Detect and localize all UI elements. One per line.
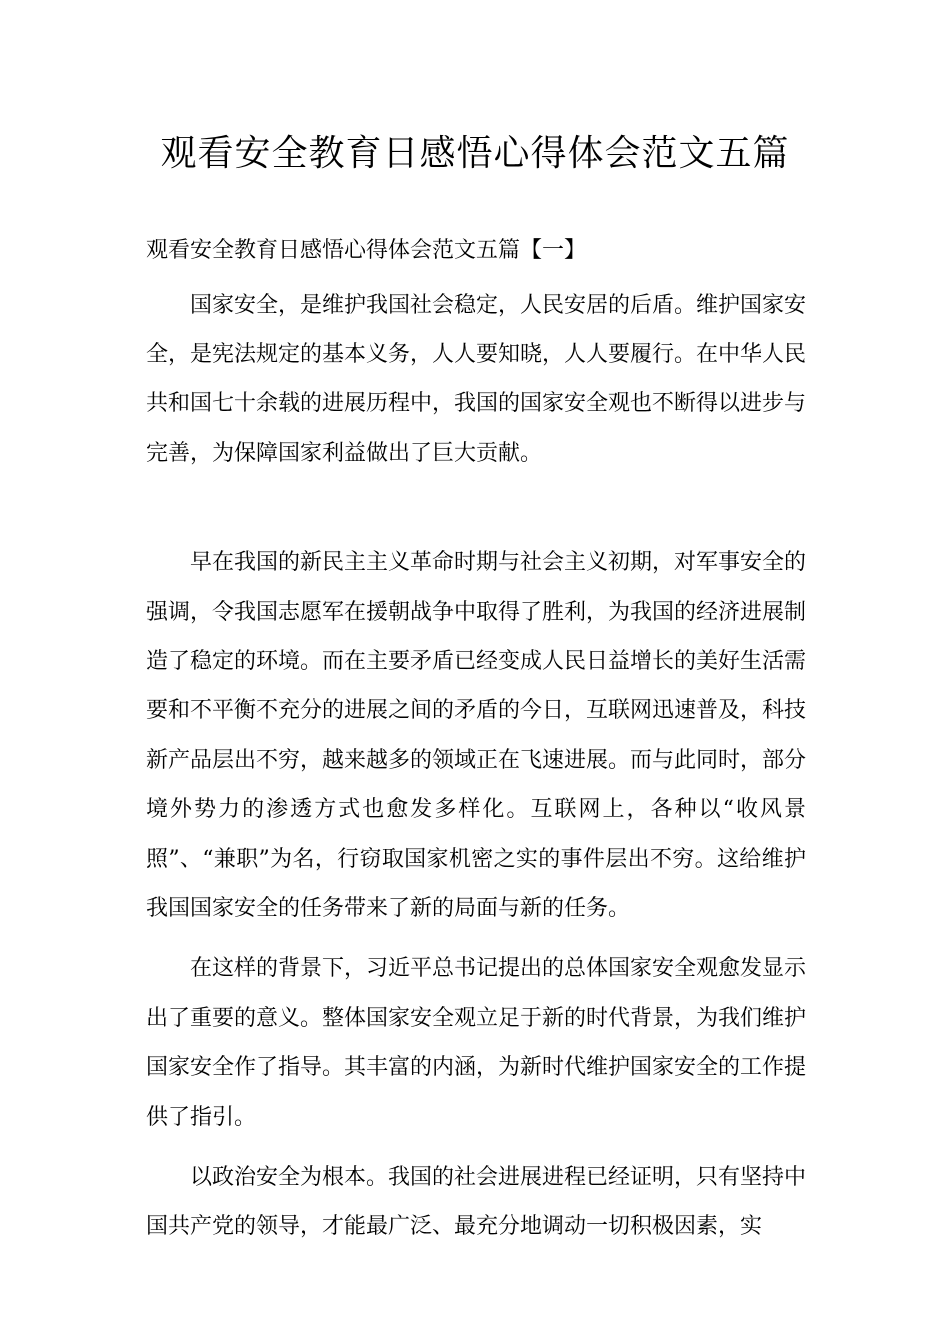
document-body bbox=[146, 233, 806, 1263]
paragraph-4: 以政治安全为根本。我国的社会进展进程已经证明，只有坚持中国共产党的领导，才能最广泛、最充分地调动一切积极因素，实 bbox=[146, 1165, 807, 1240]
document-title: 观看安全教育日感悟心得体会范文五篇 bbox=[160, 133, 790, 174]
paragraph-2: 早在我国的新民主主义革命时期与社会主义初期，对军事安全的强调，令我国志愿军在援朝战争中取得了胜利，为我国的经济进展制造了稳定的环境。而在主要矛盾已经变成人民日益增长的美好生活需要和不平衡不充分的进展之间的矛盾的今日，互联网迅速普及，科技新产品层出不穷，越来越多的领域正在飞速进展。而与此同时，部分境外势力的渗透方式也愈发多样化。互联网上，各种以“收风景照”、“兼职”为名，行窃取国家机密之实的事件层出不穷。这给维护我国国家安全的任务带来了新的局面与新的任务。 bbox=[146, 550, 807, 921]
section-heading: 观看安全教育日感悟心得体会范文五篇【一】 bbox=[146, 238, 587, 263]
paragraph-3: 在这样的背景下，习近平总书记提出的总体国家安全观愈发显示出了重要的意义。整体国家安全观立足于新的时代背景，为我们维护国家安全作了指导。其丰富的内涵，为新时代维护国家安全的工作提供了指引。 bbox=[146, 956, 807, 1130]
paragraph-1: 国家安全，是维护我国社会稳定，人民安居的后盾。维护国家安全，是宪法规定的基本义务，人人要知晓，人人要履行。在中华人民共和国七十余载的进展历程中，我国的国家安全观也不断得以进步与完善，为保障国家利益做出了巨大贡献。 bbox=[146, 292, 807, 466]
